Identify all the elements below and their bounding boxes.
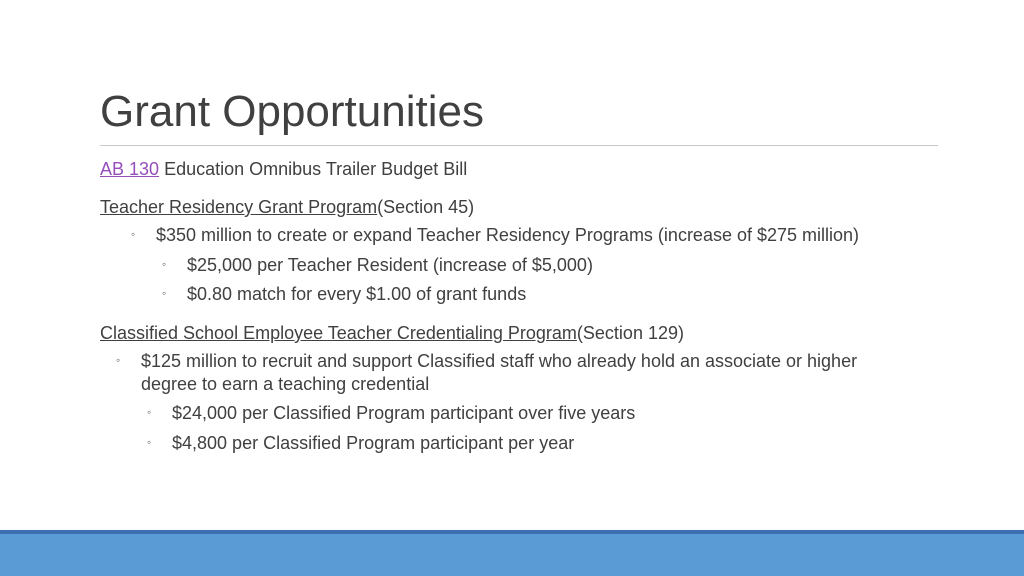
classified-sub-bullet: $24,000 per Classified Program participant over five years bbox=[172, 403, 636, 423]
ab130-line bbox=[100, 158, 467, 180]
classified-bullet-line-2: degree to earn a teaching credential bbox=[141, 374, 430, 394]
bullet-icon: ◦ bbox=[162, 257, 167, 271]
bullet-icon: ◦ bbox=[147, 435, 152, 449]
bullet-icon: ◦ bbox=[131, 227, 136, 241]
classified-heading bbox=[100, 322, 684, 344]
ab130-description: Education Omnibus Trailer Budget Bill bbox=[164, 159, 468, 179]
title-divider bbox=[100, 145, 938, 146]
teacher-residency-link[interactable]: Teacher Residency Grant Program bbox=[100, 197, 378, 217]
bullet-icon: ◦ bbox=[162, 286, 167, 300]
classified-bullet-line-1: $125 million to recruit and support Classified staff who already hold an associate or higher bbox=[141, 351, 858, 371]
classified-section: (Section 129) bbox=[576, 323, 684, 343]
bullet-icon: ◦ bbox=[116, 353, 121, 367]
teacher-residency-heading bbox=[100, 196, 474, 218]
teacher-residency-sub-bullet: $25,000 per Teacher Resident (increase of $5,000) bbox=[187, 255, 593, 275]
classified-link[interactable]: Classified School Employee Teacher Credentialing Program bbox=[100, 323, 577, 343]
teacher-residency-bullet: $350 million to create or expand Teacher Residency Programs (increase of $275 million) bbox=[156, 225, 860, 245]
classified-sub-bullet: $4,800 per Classified Program participant per year bbox=[172, 433, 575, 453]
teacher-residency-section: (Section 45) bbox=[377, 197, 475, 217]
footer-band bbox=[0, 534, 1024, 576]
slide-title: Grant Opportunities bbox=[100, 87, 484, 136]
bullet-icon: ◦ bbox=[147, 405, 152, 419]
ab130-link[interactable]: AB 130 bbox=[100, 159, 160, 179]
teacher-residency-sub-bullet: $0.80 match for every $1.00 of grant funds bbox=[187, 284, 527, 304]
